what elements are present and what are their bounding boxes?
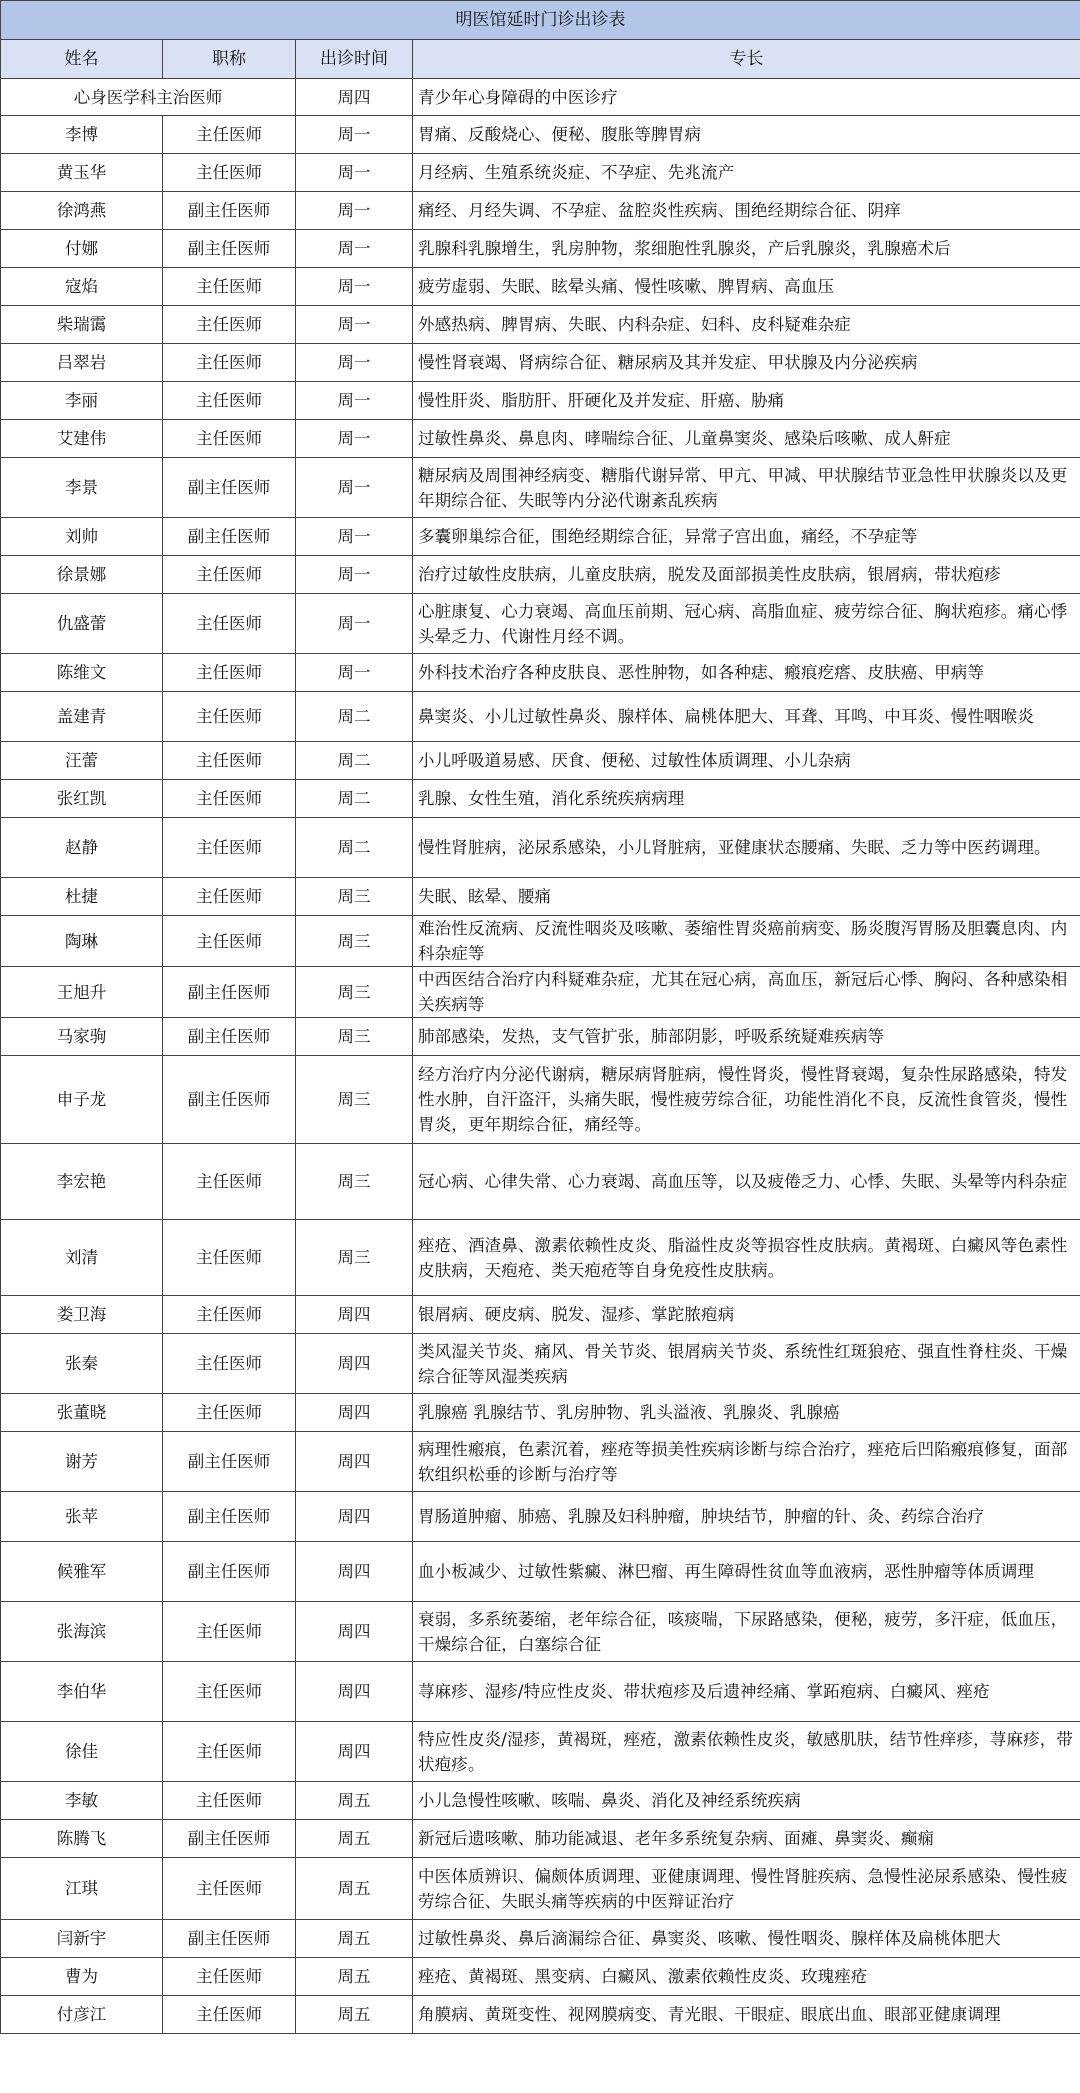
doctor-title-cell: 副主任医师 [163,1432,296,1492]
specialty-cell: 冠心病、心律失常、心力衰竭、高血压等，以及疲倦乏力、心悸、失眠、头晕等内科杂症 [413,1144,1080,1220]
doctor-title-cell: 主任医师 [163,692,296,742]
specialty-cell: 小儿急慢性咳嗽、咳喘、鼻炎、消化及神经系统疾病 [413,1782,1080,1820]
doctor-title-cell: 主任医师 [163,916,296,967]
day-cell: 周一 [296,268,413,306]
table-row [1,742,1080,780]
title-row [1,1,1080,40]
doctor-name-cell: 柴瑞霭 [1,306,163,344]
doctor-title-cell: 主任医师 [163,1782,296,1820]
specialty-cell: 痛经、月经失调、不孕症、盆腔炎性疾病、围绝经期综合征、阴痒 [413,192,1080,230]
doctor-name-cell: 黄玉华 [1,154,163,192]
table-row [1,192,1080,230]
doctor-title-cell: 副主任医师 [163,1542,296,1602]
table-row [1,1996,1080,2034]
day-cell: 周五 [296,1782,413,1820]
doctor-title-cell: 主任医师 [163,116,296,154]
doctor-name-cell: 陈腾飞 [1,1820,163,1858]
specialty-cell: 银屑病、硬皮病、脱发、湿疹、掌跎脓疱病 [413,1296,1080,1334]
table-row [1,967,1080,1018]
day-cell: 周五 [296,1858,413,1920]
header-row [1,40,1080,79]
table-row [1,154,1080,192]
doctor-title-cell: 主任医师 [163,1662,296,1722]
table-row [1,1782,1080,1820]
specialty-cell: 疲劳虚弱、失眠、眩晕头痛、慢性咳嗽、脾胃病、高血压 [413,268,1080,306]
day-cell: 周一 [296,594,413,654]
doctor-name-cell: 张秦 [1,1334,163,1394]
specialty-cell: 衰弱，多系统萎缩，老年综合征，咳痰喘，下尿路感染，便秘，疲劳，多汗症，低血压，干燥综合征，白塞综合征 [413,1602,1080,1662]
table-row [1,268,1080,306]
day-cell: 周三 [296,1144,413,1220]
table-row [1,1492,1080,1542]
doctor-title-cell: 副主任医师 [163,192,296,230]
specialty-cell: 多囊卵巢综合征，围绝经期综合征，异常子宫出血，痛经，不孕症等 [413,518,1080,556]
doctor-name-cell: 陶琳 [1,916,163,967]
doctor-name-cell: 闫新宇 [1,1920,163,1958]
doctor-title-cell: 副主任医师 [163,1056,296,1144]
doctor-name-cell: 徐鸿燕 [1,192,163,230]
doctor-name-cell: 曹为 [1,1958,163,1996]
table-row [1,382,1080,420]
day-cell: 周一 [296,420,413,458]
doctor-title-cell: 主任医师 [163,154,296,192]
day-cell: 周五 [296,1820,413,1858]
doctor-name-cell: 刘清 [1,1220,163,1296]
doctor-name-cell: 李伯华 [1,1662,163,1722]
specialty-cell: 中西医结合治疗内科疑难杂症，尤其在冠心病，高血压，新冠后心悸、胸闷、各种感染相关疾病等 [413,967,1080,1018]
doctor-name-cell: 赵静 [1,818,163,878]
table-row [1,306,1080,344]
doctor-name-cell: 娄卫海 [1,1296,163,1334]
specialty-cell: 胃肠道肿瘤、肺癌、乳腺及妇科肿瘤，肿块结节，肿瘤的针、灸、药综合治疗 [413,1492,1080,1542]
day-cell: 周四 [296,1334,413,1394]
doctor-title-cell: 主任医师 [163,878,296,916]
specialty-cell: 过敏性鼻炎、鼻息肉、哮喘综合征、儿童鼻窦炎、感染后咳嗽、成人鼾症 [413,420,1080,458]
table-row [1,1296,1080,1334]
department-cell: 心身医学科主治医师 [1,79,296,116]
doctor-name-cell: 江琪 [1,1858,163,1920]
doctor-title-cell: 主任医师 [163,1220,296,1296]
day-cell: 周四 [296,1602,413,1662]
specialty-cell: 痤疮、酒渣鼻、激素依赖性皮炎、脂溢性皮炎等损容性皮肤病。黄褐斑、白癜风等色素性皮肤病，天疱疮、类天疱疮等自身免疫性皮肤病。 [413,1220,1080,1296]
doctor-name-cell: 李敏 [1,1782,163,1820]
specialty-cell: 青少年心身障碍的中医诊疗 [413,79,1080,116]
table-row [1,1394,1080,1432]
table-row [1,780,1080,818]
table-row [1,1542,1080,1602]
day-cell: 周三 [296,967,413,1018]
day-cell: 周五 [296,1996,413,2034]
specialty-cell: 失眠、眩晕、腰痛 [413,878,1080,916]
doctor-name-cell: 谢芳 [1,1432,163,1492]
table-row [1,1056,1080,1144]
day-cell: 周四 [296,1492,413,1542]
table-row [1,654,1080,692]
specialty-cell: 乳腺癌 乳腺结节、乳房肿物、乳头溢液、乳腺炎、乳腺癌 [413,1394,1080,1432]
specialty-cell: 中医体质辨识、偏颇体质调理、亚健康调理、慢性肾脏疾病、急慢性泌尿系感染、慢性疲劳综合征、失眠头痛等疾病的中医辩证治疗 [413,1858,1080,1920]
day-cell: 周一 [296,306,413,344]
doctor-title-cell: 主任医师 [163,556,296,594]
specialty-cell: 鼻窦炎、小儿过敏性鼻炎、腺样体、扁桃体肥大、耳聋、耳鸣、中耳炎、慢性咽喉炎 [413,692,1080,742]
doctor-name-cell: 寇焰 [1,268,163,306]
doctor-title-cell: 副主任医师 [163,1018,296,1056]
day-cell: 周五 [296,1920,413,1958]
doctor-name-cell: 张红凯 [1,780,163,818]
day-cell: 周二 [296,780,413,818]
day-cell: 周一 [296,556,413,594]
table-row [1,1722,1080,1782]
specialty-cell: 糖尿病及周围神经病变、糖脂代谢异常、甲亢、甲减、甲状腺结节亚急性甲状腺炎以及更年期综合征、失眠等内分泌代谢紊乱疾病 [413,458,1080,518]
table-row [1,1602,1080,1662]
table-row [1,1920,1080,1958]
day-cell: 周一 [296,344,413,382]
specialty-cell: 慢性肾衰竭、肾病综合征、糖尿病及其并发症、甲状腺及内分泌疾病 [413,344,1080,382]
specialty-cell: 新冠后遗咳嗽、肺功能减退、老年多系统复杂病、面瘫、鼻窦炎、癫痫 [413,1820,1080,1858]
doctor-title-cell: 主任医师 [163,1144,296,1220]
doctor-title-cell: 主任医师 [163,1996,296,2034]
doctor-title-cell: 副主任医师 [163,1920,296,1958]
day-cell: 周四 [296,1722,413,1782]
doctor-title-cell: 主任医师 [163,1858,296,1920]
doctor-name-cell: 徐景娜 [1,556,163,594]
doctor-title-cell: 副主任医师 [163,230,296,268]
doctor-title-cell: 主任医师 [163,594,296,654]
header-title: 职称 [163,40,296,79]
doctor-name-cell: 王旭升 [1,967,163,1018]
day-cell: 周一 [296,518,413,556]
specialty-cell: 心脏康复、心力衰竭、高血压前期、冠心病、高脂血症、疲劳综合征、胸状疱疹。痛心悸头晕乏力、代谢性月经不调。 [413,594,1080,654]
doctor-name-cell: 杜捷 [1,878,163,916]
doctor-name-cell: 申子龙 [1,1056,163,1144]
doctor-name-cell: 付娜 [1,230,163,268]
day-cell: 周二 [296,742,413,780]
day-cell: 周四 [296,1296,413,1334]
specialty-cell: 过敏性鼻炎、鼻后滴漏综合征、鼻窦炎、咳嗽、慢性咽炎、腺样体及扁桃体肥大 [413,1920,1080,1958]
doctor-name-cell: 陈维文 [1,654,163,692]
table-row [1,116,1080,154]
doctor-name-cell: 张董晓 [1,1394,163,1432]
specialty-cell: 治疗过敏性皮肤病，儿童皮肤病，脱发及面部损美性皮肤病，银屑病，带状疱疹 [413,556,1080,594]
table-row [1,1334,1080,1394]
day-cell: 周三 [296,1220,413,1296]
table-row [1,556,1080,594]
day-cell: 周三 [296,878,413,916]
specialty-cell: 病理性瘢痕，色素沉着，痤疮等损美性疾病诊断与综合治疗，痤疮后凹陷瘢痕修复，面部软组织松垂的诊断与治疗等 [413,1432,1080,1492]
table-row [1,79,1080,116]
day-cell: 周四 [296,1662,413,1722]
table-row [1,818,1080,878]
specialty-cell: 肺部感染，发热，支气管扩张，肺部阴影，呼吸系统疑难疾病等 [413,1018,1080,1056]
table-row [1,1858,1080,1920]
doctor-title-cell: 主任医师 [163,1602,296,1662]
table-title: 明医馆延时门诊出诊表 [1,1,1080,40]
day-cell: 周四 [296,1542,413,1602]
table-row [1,1820,1080,1858]
doctor-title-cell: 副主任医师 [163,458,296,518]
header-specialty: 专长 [413,40,1080,79]
table-row [1,344,1080,382]
table-row [1,1018,1080,1056]
day-cell: 周四 [296,1394,413,1432]
specialty-cell: 荨麻疹、湿疹/特应性皮炎、带状疱疹及后遗神经痛、掌跖疱病、白癜风、痤疮 [413,1662,1080,1722]
doctor-name-cell: 付彦江 [1,1996,163,2034]
day-cell: 周一 [296,192,413,230]
specialty-cell: 难治性反流病、反流性咽炎及咳嗽、萎缩性胃炎癌前病变、肠炎腹泻胃肠及胆囊息肉、内科杂症等 [413,916,1080,967]
doctor-title-cell: 主任医师 [163,344,296,382]
specialty-cell: 胃痛、反酸烧心、便秘、腹胀等脾胃病 [413,116,1080,154]
doctor-title-cell: 主任医师 [163,1722,296,1782]
doctor-name-cell: 徐佳 [1,1722,163,1782]
specialty-cell: 慢性肾脏病，泌尿系感染，小儿肾脏病，亚健康状态腰痛、失眠、乏力等中医药调理。 [413,818,1080,878]
doctor-title-cell: 副主任医师 [163,1820,296,1858]
day-cell: 周一 [296,154,413,192]
doctor-name-cell: 刘帅 [1,518,163,556]
doctor-title-cell: 主任医师 [163,818,296,878]
specialty-cell: 类风湿关节炎、痛风、骨关节炎、银屑病关节炎、系统性红斑狼疮、强直性脊柱炎、干燥综合征等风湿类疾病 [413,1334,1080,1394]
doctor-title-cell: 主任医师 [163,1958,296,1996]
doctor-name-cell: 候雅军 [1,1542,163,1602]
doctor-name-cell: 李景 [1,458,163,518]
table-row [1,692,1080,742]
table-row [1,1220,1080,1296]
day-cell: 周一 [296,116,413,154]
day-cell: 周五 [296,1958,413,1996]
table-row [1,458,1080,518]
table-row [1,518,1080,556]
doctor-title-cell: 主任医师 [163,382,296,420]
day-cell: 周三 [296,1056,413,1144]
doctor-name-cell: 艾建伟 [1,420,163,458]
doctor-name-cell: 李博 [1,116,163,154]
doctor-name-cell: 仇盛蕾 [1,594,163,654]
header-name: 姓名 [1,40,163,79]
day-cell: 周一 [296,458,413,518]
day-cell: 周一 [296,654,413,692]
specialty-cell: 特应性皮炎/湿疹，黄褐斑，痤疮，激素依赖性皮炎，敏感肌肤，结节性痒疹，荨麻疹，带状疱疹。 [413,1722,1080,1782]
doctor-name-cell: 李宏艳 [1,1144,163,1220]
day-cell: 周三 [296,1018,413,1056]
specialty-cell: 外感热病、脾胃病、失眠、内科杂症、妇科、皮科疑难杂症 [413,306,1080,344]
specialty-cell: 角膜病、黄斑变性、视网膜病变、青光眼、干眼症、眼底出血、眼部亚健康调理 [413,1996,1080,2034]
doctor-name-cell: 李丽 [1,382,163,420]
day-cell: 周二 [296,692,413,742]
doctor-name-cell: 吕翠岩 [1,344,163,382]
doctor-name-cell: 张苹 [1,1492,163,1542]
doctor-name-cell: 汪蕾 [1,742,163,780]
doctor-title-cell: 副主任医师 [163,967,296,1018]
specialty-cell: 小儿呼吸道易感、厌食、便秘、过敏性体质调理、小儿杂病 [413,742,1080,780]
specialty-cell: 痤疮、黄褐斑、黑变病、白癜风、激素依赖性皮炎、玫瑰痤疮 [413,1958,1080,1996]
specialty-cell: 外科技术治疗各种皮肤良、恶性肿物，如各种痣、瘢痕疙瘩、皮肤癌、甲病等 [413,654,1080,692]
table-row [1,594,1080,654]
day-cell: 周二 [296,818,413,878]
table-row [1,1958,1080,1996]
specialty-cell: 乳腺、女性生殖，消化系统疾病病理 [413,780,1080,818]
table-row [1,916,1080,967]
table-row [1,878,1080,916]
table-row [1,420,1080,458]
header-day: 出诊时间 [296,40,413,79]
day-cell: 周四 [296,79,413,116]
doctor-name-cell: 张海滨 [1,1602,163,1662]
doctor-title-cell: 主任医师 [163,1394,296,1432]
doctor-name-cell: 盖建青 [1,692,163,742]
table-row [1,1662,1080,1722]
day-cell: 周一 [296,230,413,268]
table-row [1,1432,1080,1492]
doctor-title-cell: 副主任医师 [163,518,296,556]
doctor-title-cell: 主任医师 [163,268,296,306]
doctor-title-cell: 主任医师 [163,1296,296,1334]
specialty-cell: 月经病、生殖系统炎症、不孕症、先兆流产 [413,154,1080,192]
doctor-name-cell: 马家驹 [1,1018,163,1056]
doctor-title-cell: 主任医师 [163,654,296,692]
doctor-title-cell: 主任医师 [163,1334,296,1394]
specialty-cell: 乳腺科乳腺增生，乳房肿物，浆细胞性乳腺炎，产后乳腺炎，乳腺癌术后 [413,230,1080,268]
doctor-title-cell: 主任医师 [163,420,296,458]
specialty-cell: 血小板减少、过敏性紫癜、淋巴瘤、再生障碍性贫血等血液病，恶性肿瘤等体质调理 [413,1542,1080,1602]
doctor-title-cell: 主任医师 [163,780,296,818]
table-row [1,230,1080,268]
doctor-title-cell: 主任医师 [163,742,296,780]
doctor-title-cell: 副主任医师 [163,1492,296,1542]
day-cell: 周三 [296,916,413,967]
doctor-title-cell: 主任医师 [163,306,296,344]
specialty-cell: 慢性肝炎、脂肪肝、肝硬化及并发症、肝癌、胁痛 [413,382,1080,420]
day-cell: 周一 [296,382,413,420]
day-cell: 周四 [296,1432,413,1492]
specialty-cell: 经方治疗内分泌代谢病，糖尿病肾脏病，慢性肾炎，慢性肾衰竭，复杂性尿路感染，特发性水肿，自汗盗汗，头痛失眠，慢性疲劳综合征，功能性消化不良，反流性食管炎，慢性胃炎，更年期综合征，痛经等。 [413,1056,1080,1144]
table-row [1,1144,1080,1220]
